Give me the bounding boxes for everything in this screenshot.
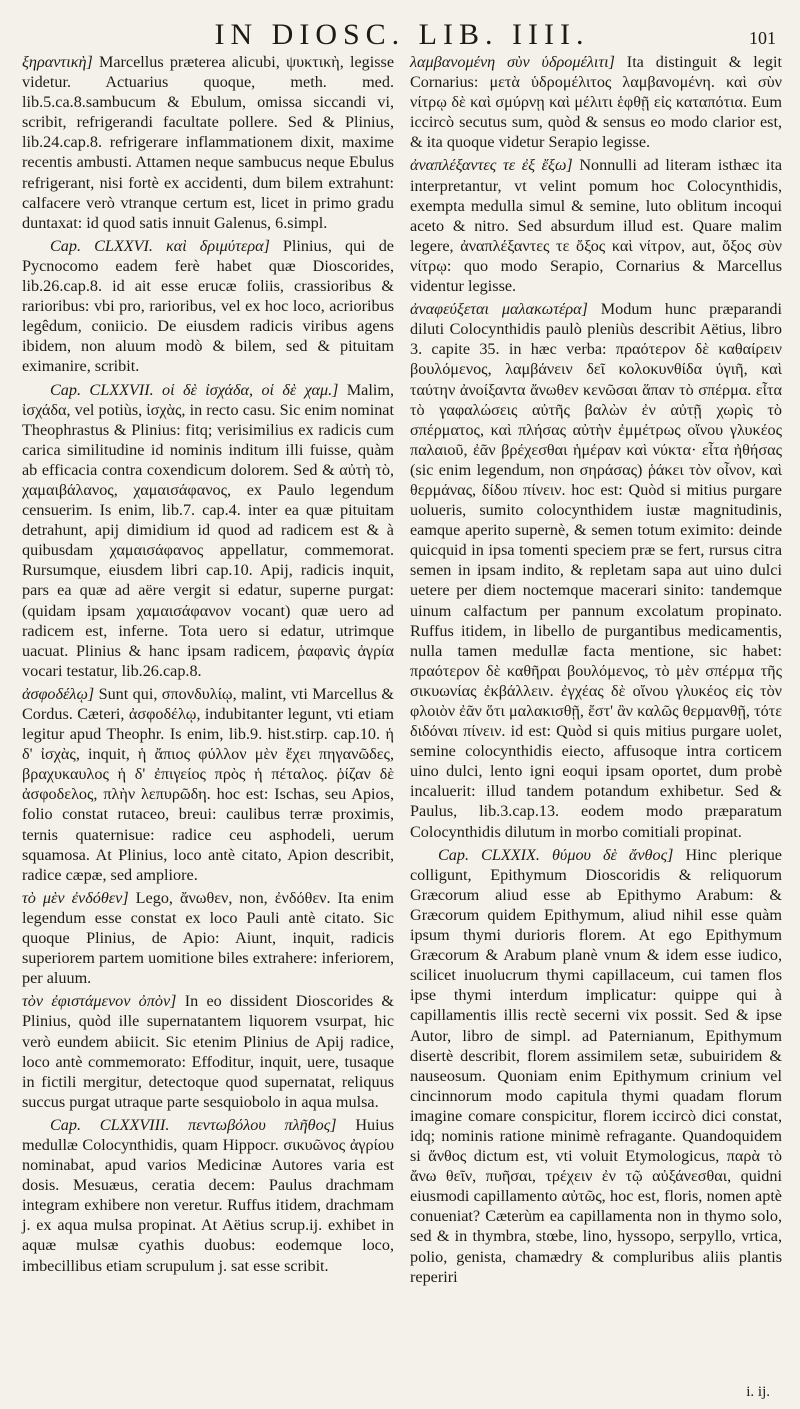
commentary-text: Lego, ἄνωθεν, non, ἐνδόθεν. Ita enim legendum esse constat ex loco Pauli antè citato. Sic quoque Plinius, de Apio: Aiunt, inquit, radicis superiorem partem uomitione biles extrahere: inferiorem, per aluum. [22,888,395,988]
commentary-text: Sunt qui, σπονδυλίῳ, malint, vti Marcellus & Cordus. Cæteri, ἀσφοδέλῳ, indubitanter legunt, vti etiam legitur apud Theophr. Is enim, lib.9. hist.stirp. cap.10. ἡ δ' ἰσχὰς, inquit, ἡ ἄπιος φύλλον μὲν ἔχει πηγανῶδες, βραχυκαυλος ἡ δ' ἐπιγείος πρὸς ἡ πέταλος. ῥίζαν δὲ ἀσφοδελος, πλὴν λεπυρῶδη. hoc est: Ischas, seu Apios, folio constat rutaceo, breui: caulibus terræ proximis, ternis quaternisue: radice ceu asphodeli, uerum squamosa. At Plinius, loco antè citato, Apion describit, radice cæpæ, sed ampliore. [22,684,394,884]
lemma: Cap. CLXXIX. θύμου δὲ ἄνθος] [438,845,674,864]
paragraph [22,1115,394,1276]
commentary-text: Malim, ἰσχάδα, vel potiùs, ἰσχὰς, in recto casu. Sic enim nominat Theophrastus & Plinius: fitq; verisimilius ex radicis cum carica similitudine id nominis inditum illi fuisse, quàm ab efficacia contra coxendicum dolorem. Sed & αὐτὴ τὸ, χαμαιβάλανος, χαμαισάφανος, ex Paulo legendum censuerim. Is enim, lib.7. cap.4. inter ea quæ pituitam detrahunt, apij dimidium id quod ad radicem est & à quibusdam χαμαισάφανος appellatur, commemorat. Rursumque, eiusdem libri cap.10. Apij, radicis inquit, pars ea quæ ad aëre vergit si edatur, superne purgat: (quidam ipsam χαμαισάφανον vocant) quæ uero ad radicem est, inferne. Tota uero si edatur, utrimque uacuat. Plinius & hanc ipsam radicem, ῥαφανὶς ἀγρία vocari testatur, lib.26.cap.8. [22,380,394,680]
lemma: Cap. CLXXVI. καὶ δριμύτερα] [50,236,270,255]
right-column [410,52,782,1290]
lemma: Cap. CLXXVIII. πεντωβόλου πλῆθος] [50,1115,337,1134]
commentary-text: Marcellus præterea alicubi, ψυκτικὴ, legisse videtur. Actuarius quoque, meth. med. lib.5.ca.8.sambucum & Ebulum, omissa siccandi vi, scribit, refrigerandi facultate pollere. Sed & Plinius, lib.24.cap.8. refrigerare inflammationem dixit, maxime recentis ambusti. Attamen neque sambucus neque Ebulus refrigerant, nisi fortè ex accidenti, dum bilem extrahunt: calfacere verò vtranque certum est, licet in primo gradu duntaxat: id quod satis innuit Galenus, 6.simpl. [22,53,394,232]
paragraph [410,299,782,842]
paragraph [22,236,394,377]
running-head: IN DIOSC. LIB. IIII. [214,18,590,51]
lemma: λαμβανομένη σὺν ὑδρομέλιτι] [410,53,615,71]
paragraph [410,52,782,152]
commentary-text: Ita distinguit & legit Cornarius: μετὰ ὑδρομέλιτος λαμβανομένη. καὶ σὺν νίτρῳ δὲ καὶ σμύρνῃ καὶ μέλιτι ἑφθῇ εἰς καταπότια. Eum iccircò secutus sum, quòd & sensus eo modo clarior est, & ita quoque videtur Serapio legisse. [410,53,782,152]
commentary-text: Nonnulli ad literam isthæc ita interpretantur, vt velint pomum hoc Colocynthidis, exempta medulla simul & semine, luto oblitum incoqui aceto & nitro. Sed absurdum illud est. Quare malim legere, ἀναπλέξαντες τε ὄξος καὶ νίτρον, aut, ὄξος σὺν νίτρῳ: quo modo Serapio, Cornarius & Marcellus videntur legisse. [410,156,783,296]
commentary-text: Hinc plerique colligunt, Epithymum Dioscoridis & reliquorum Græcorum aliud esse ab Epithymo Arabum: & Græcorum quidem Epithymum, aliud nihil esse quàm ipsum thymi durioris florem. At ego Epithymum Græcorum & Arabum planè vnum & idem esse iudico, scilicet inuolucrum thymi capillaceum, cui tamen flos ipse thymi interdum implicatur: quippe qui à capillamentis illis rectè secerni vix possit. Sed & ipse Autor, libro de simpl. ad Paternianum, Epithymum disertè describit, florem assimilem setæ, subuiridem & nauseosum. Quoniam enim Epithymum crinium vel cincinnorum modo capitula thymi quadam florum imagine comare conspicitur, florem iccircò dici constat, idq; nominis ratione minimè refragante. Quandoquidem si ἄνθος dictum est, vti voluit Etymologicus, παρὰ τὸ ἄνω θεῖν, πυῆσαι, τρέχειν ἐν τῷ αὐξάνεσθαι, quidni eiusmodi capillamento αὐτῶς, hoc est, floris, nomen aptè conueniat? Cæterùm ea capillamenta non in thymo solo, sed & in thymbra, stœbe, lino, hyssopo, serpyllo, vrtica, polio, genista, chamædry & compluribus aliis plantis reperiri [410,845,782,1286]
page-number: 101 [749,28,776,48]
lemma: τὸν ἐφιστάμενον ὀπὸν] [22,992,177,1011]
commentary-text: Plinius, qui de Pycnocomo eadem ferè habet quæ Dioscorides, lib.26.cap.8. id ait esse erucæ foliis, crassioribus & rarioribus: vbi pro, rarioribus, vel ex hoc loco, acrioribus legêdum, coniicio. De eiusdem radicis viribus agens ibidem, non aluum modò & bilem, sed & pituitam eximanire, scribit. [22,236,394,376]
lemma: ξηραντικὴ] [22,53,93,71]
paragraph [22,888,394,988]
lemma: τὸ μὲν ἐνδόθεν] [22,888,129,907]
commentary-text: Modum hunc præparandi diluti Colocynthidis paulò pleniùs describit Aëtius, libro 3. capite 35. in hæc verba: πραότερον δὲ καθαίρειν βουλόμενος, λαμβάνειν δεῖ κολοκυνθίδα ὑγιῆ, καὶ ταύτην ἀνοίξαντα ἄνωθεν κενῶσαι ἅπαν τὸ σπέρμα. εἶτα τὸ γαφαλώσεις αὐτῆς βαλὼν ἐν αὐτῇ χωρὶς τὸ σπέρματος, καὶ πλήσας αὐτὴν ἐμμέτρως οἴνου γλυκέος παλαιοῦ, ἐᾶν βρέχεσθαι ἡμέραν καὶ νύκτα· εἶτα ἠθήσας (sic enim legendum, non σηράσας) ῥάκει τὸν οἶνον, καὶ θερμάνας, δίδου πίνειν. hoc est: Quòd si mitius purgare uolueris, sumito colocynthidem iustæ magnitudinis, eamque aperito supernè, & semen totum eximito: deinde quicquid in ipsa tomenti speciem præ se fert, rursus citra semen in ipsam indito, & repletam sapa aut uino dulci uetere per diem noctemque macerari sinito: tandemque uinum calfactum per pannum excolatum propinato. Ruffus itidem, in libello de purgantibus medicamentis, nulla tamen medullæ facta mentione, sic habet: πραότερον δὲ καθῆραι βουλόμενος, τὸ μὲν σπέρμα τῆς σικυωνίας ἐκβάλλειν. ἐγχέας δὲ οἴνου γλυκέος εἰς τὸν φλοιὸν ἐᾶν ὅτι μαλακισθῇ, ἔστ' ἂν καλῶς θερμανθῇ, τότε διδόναι πίνειν. id est: Quòd si quis mitius purgare uolet, semine colocynthidis eiecto, affusoque intra corticem uino dulci, lento igni eoqui ipsam oportet, dum probè incaluerit: illud tandem potandum exhibetur. Sed & Paulus, lib.3.cap.13. eodem modo præparatum Colocynthidis dilutum in morbo comitiali propinat. [410,300,783,841]
paragraph [22,991,394,1112]
commentary-text: Huius medullæ Colocynthidis, quam Hippocr. σικυῶνος ἀγρίου nominabat, apud varios Medicinæ Autores varia est dosis. Mesuæus, ceratia decem: Paulus drachmam integram exhibere non veretur. Ruffus itidem, drachmam j. ex aqua mulsa propinat. At Aëtius scrup.ij. exhibet in aquæ mulsæ cyathis duobus: eodemque loco, imbecillibus etiam scrupulum j. sat esse scribit. [22,1115,394,1275]
text-columns [22,52,782,1290]
paragraph [410,155,782,296]
page-header [22,14,782,52]
paragraph [410,845,782,1287]
lemma: ἀσφοδέλῳ] [22,684,95,703]
commentary-text: In eo dissident Dioscorides & Plinius, quòd ille supernatantem liquorem vsurpat, hic verò eundem abiicit. Sic etenim Plinius de Apij radice, loco antè commemorato: Effoditur, inquit, uere, tusaque in fictili mergitur, detectoque quod supernatat, reliquus succus purgat utraque parte sesquiobolo in aqua mulsa. [22,992,394,1111]
lemma: ἀναφεύξεται μαλακωτέρα] [410,300,588,319]
left-column [22,52,394,1290]
lemma: ἀναπλέξαντες τε ἐξ ἔξω] [410,156,573,175]
lemma: Cap. CLXXVII. οἱ δὲ ἰσχάδα, οἱ δὲ χαμ.] [50,380,339,399]
paragraph [22,52,394,233]
paragraph [22,684,394,885]
signature-mark: i. ij. [746,1384,770,1400]
paragraph [22,380,394,681]
